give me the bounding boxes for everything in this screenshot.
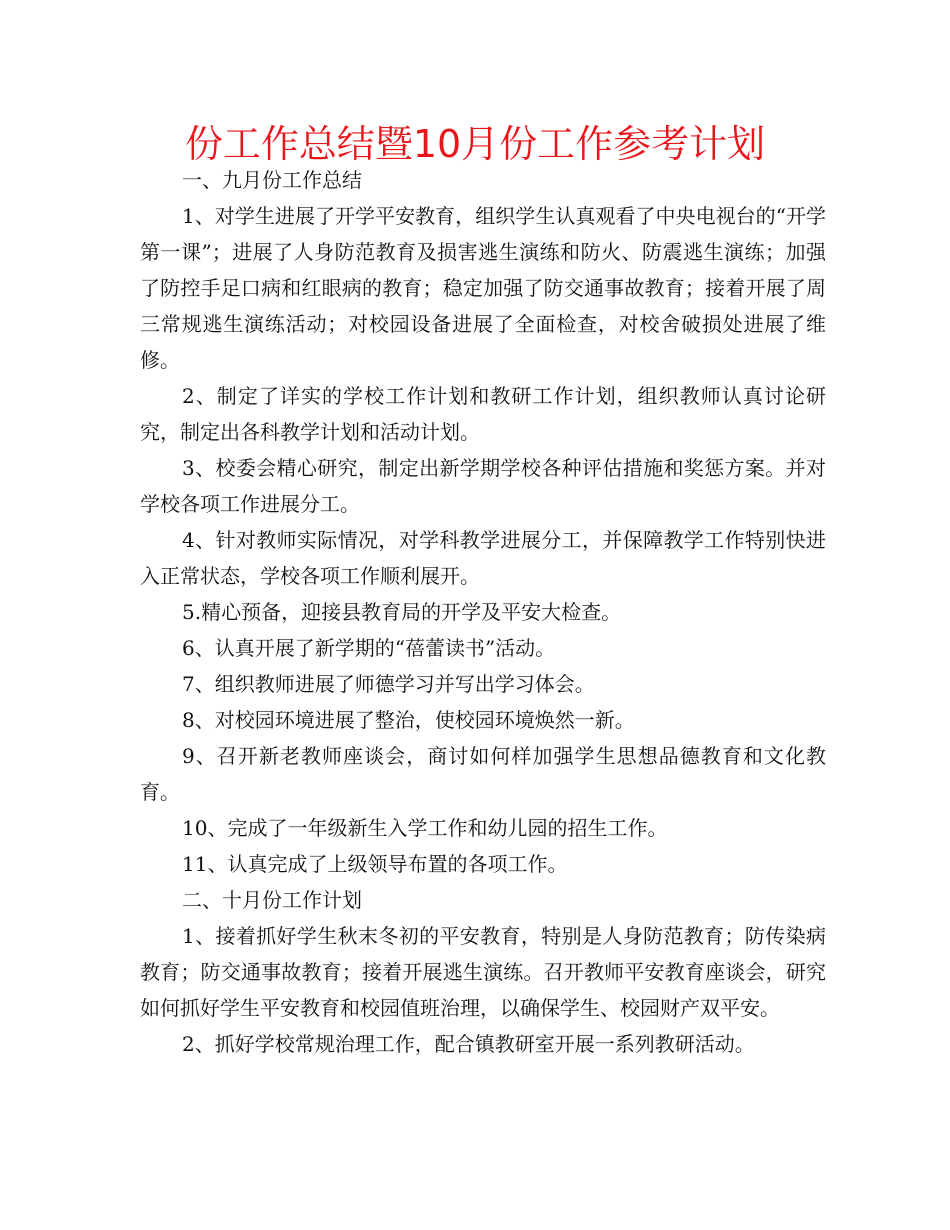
section-heading-september-summary: 一、九月份工作总结	[182, 168, 362, 192]
paragraph: 2、抓好学校常规治理工作，配合镇教研室开展一系列教研活动。	[182, 1032, 755, 1056]
document-title: 份工作总结暨10月份工作参考计划	[184, 122, 766, 166]
document-body	[140, 162, 826, 1062]
paragraph: 7、组织教师进展了师德学习并写出学习体会。	[182, 672, 595, 696]
section-heading-october-plan: 二、十月份工作计划	[182, 888, 362, 912]
paragraph: 6、认真开展了新学期的“蓓蕾读书”活动。	[182, 636, 556, 660]
paragraph: 4、针对教师实际情况，对学科教学进展分工，并保障教学工作特别快进入正常状态，学校各项工作顺利展开。	[140, 528, 826, 588]
paragraph: 3、校委会精心研究，制定出新学期学校各种评估措施和奖惩方案。并对学校各项工作进展分工。	[140, 456, 826, 516]
paragraph: 2、制定了详实的学校工作计划和教研工作计划，组织教师认真讨论研究，制定出各科教学计划和活动计划。	[140, 384, 826, 444]
paragraph: 1、接着抓好学生秋末冬初的平安教育，特别是人身防范教育；防传染病教育；防交通事故教育；接着开展逃生演练。召开教师平安教育座谈会，研究如何抓好学生平安教育和校园值班治理，以确保学生、校园财产双平安。	[140, 924, 826, 1020]
paragraph: 10、完成了一年级新生入学工作和幼儿园的招生工作。	[182, 816, 668, 840]
paragraph: 1、对学生进展了开学平安教育，组织学生认真观看了中央电视台的“开学第一课”；进展了人身防范教育及损害逃生演练和防火、防震逃生演练；加强了防控手足口病和红眼病的教育；稳定加强了防交通事故教育；接着开展了周三常规逃生演练活动；对校园设备进展了全面检查，对校舍破损处进展了维修。	[140, 204, 826, 372]
paragraph: 5.精心预备，迎接县教育局的开学及平安大检查。	[182, 600, 622, 624]
paragraph: 9、召开新老教师座谈会，商讨如何样加强学生思想品德教育和文化教育。	[140, 744, 826, 804]
paragraph: 11、认真完成了上级领导布置的各项工作。	[182, 852, 568, 876]
paragraph: 8、对校园环境进展了整治，使校园环境焕然一新。	[182, 708, 635, 732]
